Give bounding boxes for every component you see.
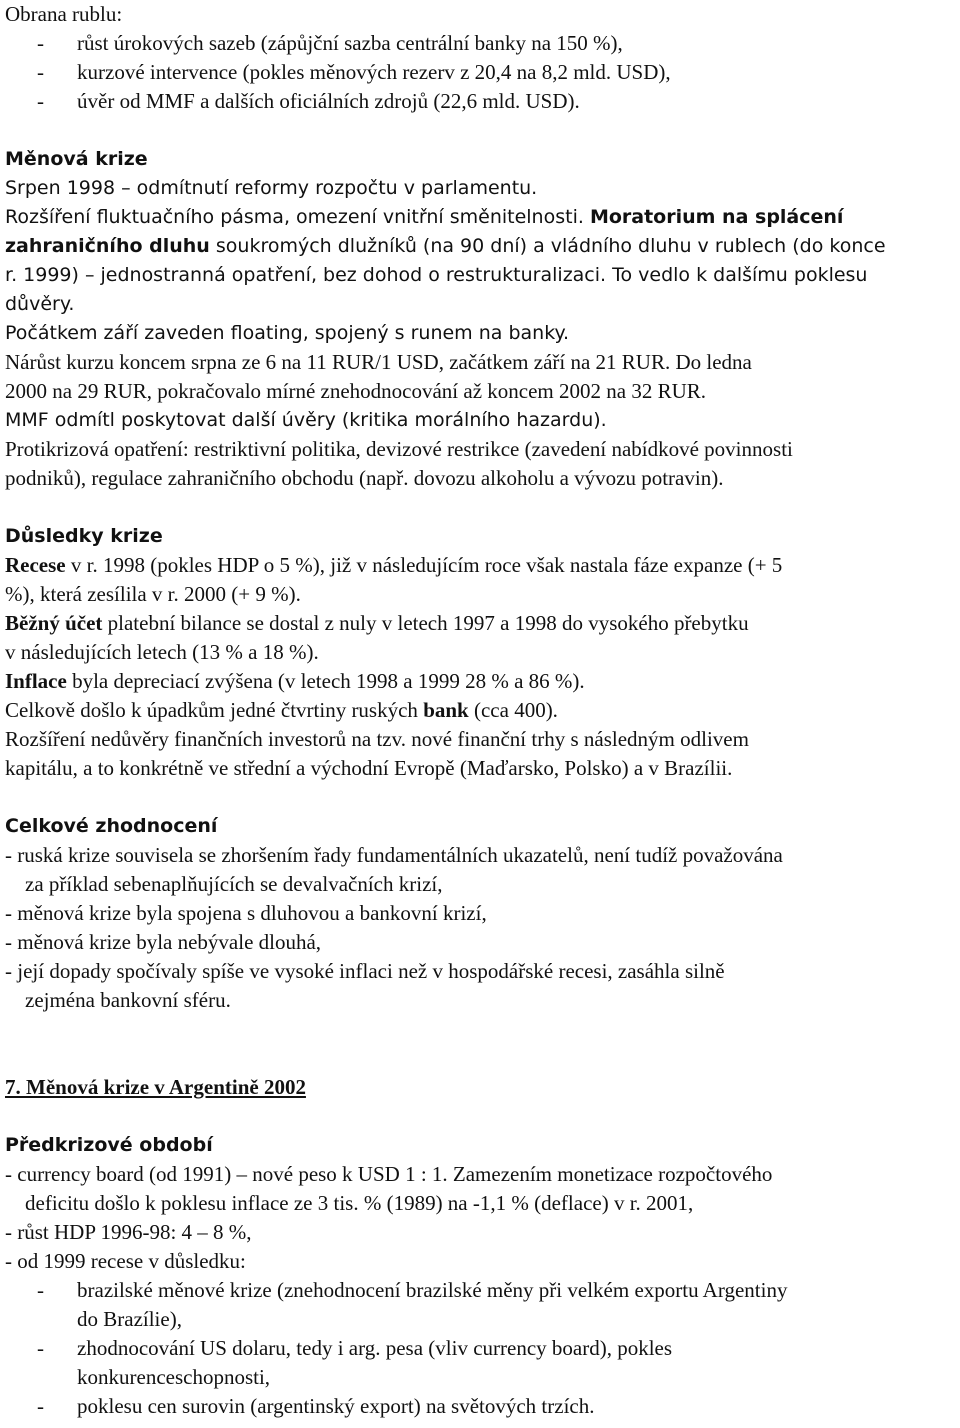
dash-bullet: - xyxy=(37,1394,44,1418)
paragraph-line: r. 1999) – jednostranná opatření, bez dohod o restrukturalizaci. To vedlo k dalšímu poklesu xyxy=(5,264,868,286)
list-item-continuation: deficitu došlo k poklesu inflace ze 3 tis. % (1989) na -1,1 % (deflace) v r. 2001, xyxy=(25,1191,694,1215)
paragraph-line: Nárůst kurzu koncem srpna ze 6 na 11 RUR/1 USD, začátkem září na 21 RUR. Do ledna xyxy=(5,350,752,374)
list-item: - ruská krize souvisela se zhoršením řady fundamentálních ukazatelů, není tudíž považována xyxy=(5,843,783,867)
paragraph-line: důvěry. xyxy=(5,293,75,315)
dash-bullet: - xyxy=(37,1278,44,1302)
list-item: - růst úrokových sazeb (zápůjční sazba centrální banky na 150 %), xyxy=(5,29,952,58)
paragraph-line: Počátkem září zaveden floating, spojený s runem na banky. xyxy=(5,322,570,344)
paragraph-line: podniků), regulace zahraničního obchodu (např. dovozu alkoholu a vývozu potravin). xyxy=(5,466,724,490)
paragraph-line: Celkově došlo k úpadkům jedné čtvrtiny ruských bank (cca 400). xyxy=(5,698,558,722)
paragraph-line: %), která zesílila v r. 2000 (+ 9 %). xyxy=(5,582,301,606)
paragraph-line: Inflace byla depreciací zvýšena (v letech 1998 a 1999 28 % a 86 %). xyxy=(5,669,585,693)
sub-list-item: - poklesu cen surovin (argentinský export) na světových trzích. xyxy=(5,1392,952,1421)
section-heading-overall-evaluation: Celkové zhodnocení xyxy=(5,815,218,837)
list-item: - úvěr od MMF a dalších oficiálních zdrojů (22,6 mld. USD). xyxy=(5,87,952,116)
paragraph-line: Protikrizová opatření: restriktivní politika, devizové restrikce (zavedení nabídkové povinnosti xyxy=(5,437,793,461)
section-heading-currency-crisis: Měnová krize xyxy=(5,148,148,170)
paragraph-line: 2000 na 29 RUR, pokračovalo mírné znehodnocování až koncem 2002 na 32 RUR. xyxy=(5,379,707,403)
sub-list-item: - brazilské měnové krize (znehodnocení brazilské měny při velkém exportu Argentiny xyxy=(5,1276,952,1305)
list-item: - měnová krize byla spojena s dluhovou a bankovní krizí, xyxy=(5,901,487,925)
list-item: - currency board (od 1991) – nové peso k USD 1 : 1. Zamezením monetizace rozpočtového xyxy=(5,1162,773,1186)
sub-list-item-continuation: do Brazílie), xyxy=(77,1307,182,1331)
list-item-continuation: zejména bankovní sféru. xyxy=(25,988,231,1012)
dash-bullet: - xyxy=(37,60,44,84)
paragraph-line: Rozšíření fluktuačního pásma, omezení vnitřní směnitelnosti. Moratorium na splácení xyxy=(5,206,844,228)
list-item: - od 1999 recese v důsledku: xyxy=(5,1249,246,1273)
paragraph-line: Recese v r. 1998 (pokles HDP o 5 %), již v následujícím roce však nastala fáze expanze (+ 5 xyxy=(5,553,783,577)
section-heading-pre-crisis: Předkrizové období xyxy=(5,1134,213,1156)
list-item-continuation: za příklad sebenaplňujících se devalvačních krizí, xyxy=(25,872,443,896)
section-heading-consequences: Důsledky krize xyxy=(5,525,163,547)
paragraph-line: zahraničního dluhu soukromých dlužníků (na 90 dní) a vládního dluhu v rublech (do konce xyxy=(5,235,886,257)
paragraph-line: Srpen 1998 – odmítnutí reformy rozpočtu v parlamentu. xyxy=(5,177,538,199)
paragraph-line: Rozšíření nedůvěry finančních investorů na tzv. nové finanční trhy s následným odlivem xyxy=(5,727,749,751)
paragraph-line: Běžný účet platební bilance se dostal z nuly v letech 1997 a 1998 do vysokého přebytku xyxy=(5,611,749,635)
chapter-title: 7. Měnová krize v Argentině 2002 xyxy=(5,1075,306,1099)
section-heading-ruble-defense: Obrana rublu: xyxy=(5,2,123,26)
list-item: - růst HDP 1996-98: 4 – 8 %, xyxy=(5,1220,252,1244)
bold-moratorium: Moratorium na splácení xyxy=(589,206,844,228)
document-page xyxy=(5,0,952,1421)
paragraph-line: MMF odmítl poskytovat další úvěry (kritika morálního hazardu). xyxy=(5,409,607,431)
dash-bullet: - xyxy=(37,1336,44,1360)
paragraph-line: kapitálu, a to konkrétně ve střední a východní Evropě (Maďarsko, Polsko) a v Brazílii. xyxy=(5,756,733,780)
dash-bullet: - xyxy=(37,31,44,55)
bold-foreign-debt: zahraničního dluhu xyxy=(5,235,210,257)
list-item: - kurzové intervence (pokles měnových rezerv z 20,4 na 8,2 mld. USD), xyxy=(5,58,952,87)
list-item: - měnová krize byla nebývale dlouhá, xyxy=(5,930,322,954)
dash-bullet: - xyxy=(37,89,44,113)
paragraph-line: v následujících letech (13 % a 18 %). xyxy=(5,640,319,664)
sub-list-item: - zhodnocování US dolaru, tedy i arg. pesa (vliv currency board), pokles xyxy=(5,1334,952,1363)
list-item: - její dopady spočívaly spíše ve vysoké inflaci než v hospodářské recesi, zasáhla silně xyxy=(5,959,725,983)
sub-list-item-continuation: konkurenceschopnosti, xyxy=(77,1365,271,1389)
